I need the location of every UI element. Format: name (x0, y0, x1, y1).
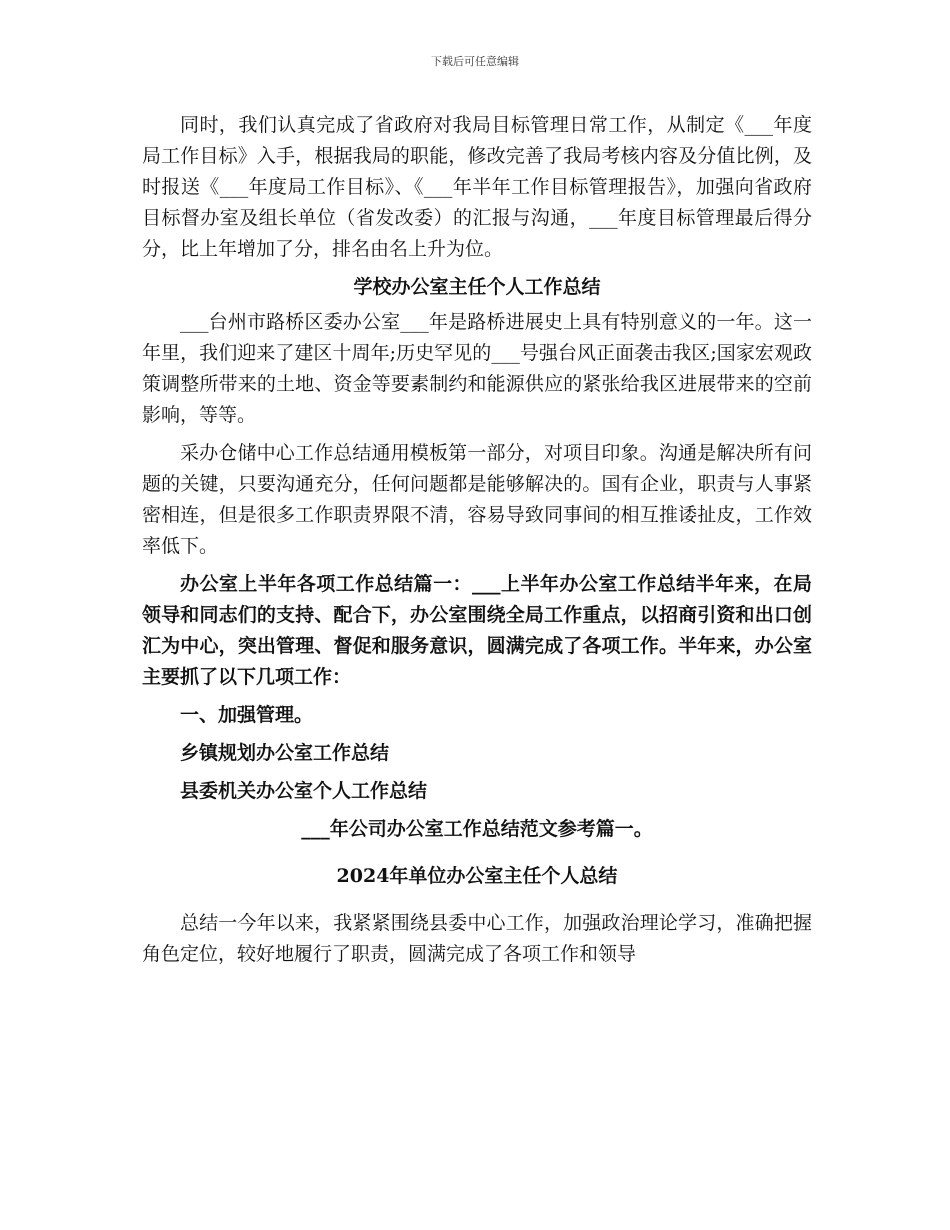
section-title-company-office: ___年公司办公室工作总结范文参考篇一。 (301, 818, 653, 840)
document-body (142, 110, 812, 977)
paragraph-warehouse: 采办仓储中心工作总结通用模板第一部分，对项目印象。沟通是解决所有问题的关键，只要沟通充分，任何问题都是能够解决的。国有企业，职责与人事紧密相连，但是很多工作职责界限不清，容易导致同事间的相互推诿扯皮，工作效率低下。 (142, 442, 812, 557)
paragraph-target-management: 同时，我们认真完成了省政府对我局目标管理日常工作，从制定《___年度局工作目标》入手，根据我局的职能，修改完善了我局考核内容及分值比例，及时报送《___年度局工作目标》、《___年半年工作目标管理报告》，加强向省政府目标督办室及组长单位（省发改委）的汇报与沟通，___年度目标管理最后得分分，比上年增加了分，排名由名上升为位。 (142, 114, 812, 260)
list-item-county-office: 县委机关办公室个人工作总结 (180, 780, 428, 802)
paragraph-summary-one: 总结一今年以来，我紧紧围绕县委中心工作，加强政治理论学习，准确把握角色定位，较好地履行了职责，圆满完成了各项工作和领导 (142, 912, 812, 965)
section-title-2024-summary: 2024年单位办公室主任个人总结 (336, 865, 618, 887)
list-item-strengthen-management: 一、加强管理。 (180, 704, 314, 726)
paragraph-half-year-summary: 办公室上半年各项工作总结篇一：___上半年办公室工作总结半年来，在局领导和同志们的支持、配合下，办公室围绕全局工作重点，以招商引资和出口创汇为中心，突出管理、督促和服务意识，圆满完成了各项工作。半年来，办公室主要抓了以下几项工作： (142, 573, 812, 688)
section-title-school-office: 学校办公室主任个人工作总结 (353, 276, 601, 298)
paragraph-luqiao: ___台州市路桥区委办公室___年是路桥进展史上具有特别意义的一年。这一年里，我们迎来了建区十周年;历史罕见的___号强台风正面袭击我区;国家宏观政策调整所带来的土地、资金等要素制约和能源供应的紧张给我区进展带来的空前影响，等等。 (142, 311, 812, 426)
list-item-town-planning: 乡镇规划办公室工作总结 (180, 742, 390, 764)
page-header: 下载后可任意编辑 (431, 55, 519, 68)
